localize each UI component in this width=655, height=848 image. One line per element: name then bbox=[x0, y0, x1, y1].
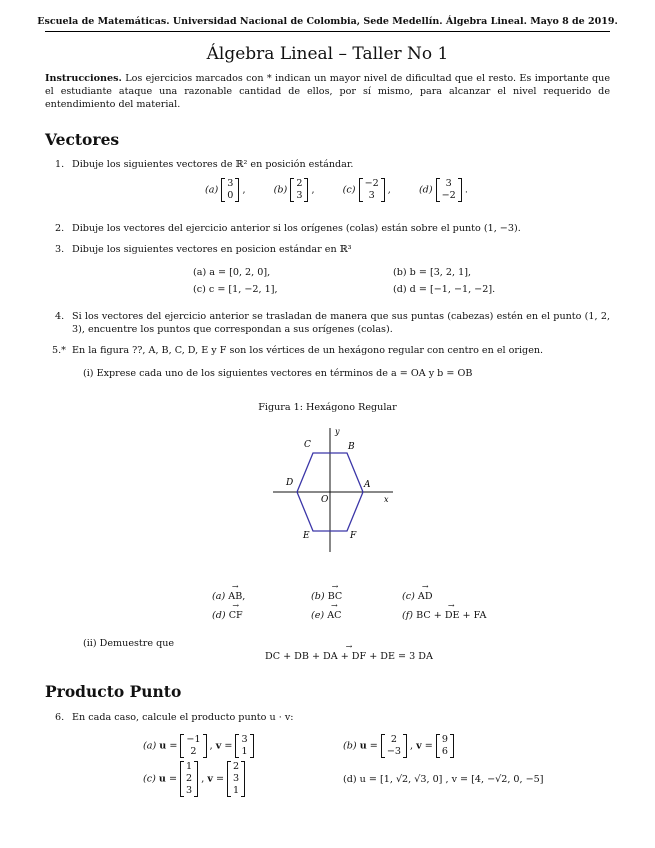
ex1-a-vector: 3 0 bbox=[221, 178, 239, 202]
instructions-text: Los ejercicios marcados con * indican un mayor nivel de dificultad que el resto. Es importante que el estudiante ataque una razonable cantidad de ellos, por sí mismo, para alcanzar el nivel requerido de entendimiento del material. bbox=[45, 73, 610, 110]
label-x: x bbox=[384, 495, 389, 504]
exercise-5 bbox=[52, 344, 610, 357]
ex1-d-vector: 3 −2 bbox=[436, 178, 462, 202]
exercise-1-text: Dibuje los siguientes vectores de ℝ² en posición estándar. bbox=[72, 159, 354, 170]
ex6-b: (b) u = 2 −3 , v = 9 6 bbox=[343, 734, 454, 758]
page-header: Escuela de Matemáticas. Universidad Nacional de Colombia, Sede Medellín. Álgebra Lineal. Mayo 8 de 2019. bbox=[37, 16, 618, 27]
exercise-4-number: 4. bbox=[55, 311, 65, 322]
exercise-2-text: Dibuje los vectores del ejercicio anterior si los orígenes (colas) están sobre el punto (1, −3). bbox=[72, 223, 521, 234]
ex5-equation: → DC + DB + DA + DF + DE = 3 DA bbox=[265, 651, 433, 662]
ex6-c: (c) u = 1 2 3 , v = 2 3 1 bbox=[143, 761, 245, 797]
page-title: Álgebra Lineal – Taller No 1 bbox=[206, 44, 449, 64]
exercise-5-number: 5.* bbox=[52, 345, 66, 356]
section-vectores: Vectores bbox=[45, 130, 120, 149]
label-C: C bbox=[304, 440, 311, 450]
ex1-c-label: (c) bbox=[342, 184, 356, 196]
ex3-a: (a) a = [0, 2, 0], bbox=[193, 267, 271, 278]
ex3-d: (d) d = [−1, −1, −2]. bbox=[393, 284, 496, 295]
exercise-6 bbox=[55, 711, 610, 724]
ex3-c: (c) c = [1, −2, 1], bbox=[193, 284, 278, 295]
label-y: y bbox=[335, 427, 340, 436]
exercise-1 bbox=[55, 158, 610, 171]
instructions bbox=[45, 72, 610, 111]
ex1-c-vector: −2 3 bbox=[359, 178, 385, 202]
exercise-2 bbox=[55, 222, 610, 235]
exercise-5-part-i: (i) Exprese cada uno de los siguientes vectores en términos de a = OA y b = OB bbox=[83, 368, 473, 379]
figure-caption: Figura 1: Hexágono Regular bbox=[258, 402, 397, 413]
label-B: B bbox=[348, 442, 355, 452]
exercise-3 bbox=[55, 243, 610, 256]
label-origin: O bbox=[321, 495, 329, 505]
exercise-3-number: 3. bbox=[55, 244, 65, 255]
ex5-opt-a: (a) → AB, bbox=[212, 591, 245, 602]
exercise-6-number: 6. bbox=[55, 712, 65, 723]
exercise-5-text: En la figura ??, A, B, C, D, E y F son los vértices de un hexágono regular con centro en el origen. bbox=[72, 345, 544, 356]
exercise-1-vectors: (a) 3 0 , (b) 2 3 , (c) −2 3 , (d) 3 −2 . bbox=[205, 178, 468, 201]
section-producto-punto: Producto Punto bbox=[45, 682, 182, 701]
ex1-a-label: (a) bbox=[205, 184, 219, 196]
ex5-opt-c: (c) → AD bbox=[402, 591, 433, 602]
label-A: A bbox=[364, 480, 371, 490]
ex5-opt-d: (d) → CF bbox=[212, 610, 243, 621]
exercise-2-number: 2. bbox=[55, 223, 65, 234]
ex3-b: (b) b = [3, 2, 1], bbox=[393, 267, 472, 278]
label-F: F bbox=[350, 531, 357, 541]
exercise-4-text: Si los vectores del ejercicio anterior se trasladan de manera que sus puntas (cabezas) estén en el punto (1, 2, 3), encuentre los puntos que correspondan a sus orígenes (colas). bbox=[72, 311, 610, 335]
ex6-d: (d) u = [1, √2, √3, 0] , v = [4, −√2, 0, −5] bbox=[343, 774, 544, 785]
ex5-opt-f: (f) → BC + DE + FA bbox=[402, 610, 486, 621]
header-rule bbox=[45, 31, 610, 32]
ex1-b-label: (b) bbox=[273, 184, 288, 196]
exercise-5-part-ii: (ii) Demuestre que bbox=[83, 638, 175, 649]
label-D: D bbox=[286, 478, 294, 488]
ex5-opt-b: (b) → BC bbox=[311, 591, 342, 602]
ex1-d-label: (d) bbox=[418, 184, 433, 196]
label-E: E bbox=[303, 531, 310, 541]
ex6-a: (a) u = −1 2 , v = 3 1 bbox=[143, 734, 254, 758]
ex1-b-vector: 2 3 bbox=[290, 178, 308, 202]
exercise-6-text: En cada caso, calcule el producto punto u · v: bbox=[72, 712, 294, 723]
exercise-1-number: 1. bbox=[55, 159, 65, 170]
ex5-opt-e: (e) → AC bbox=[311, 610, 342, 621]
instructions-label: Instrucciones. bbox=[45, 73, 122, 84]
exercise-3-text: Dibuje los siguientes vectores en posicion estándar en ℝ³ bbox=[72, 244, 352, 255]
hexagon-figure bbox=[265, 420, 395, 555]
exercise-4 bbox=[55, 310, 610, 335]
